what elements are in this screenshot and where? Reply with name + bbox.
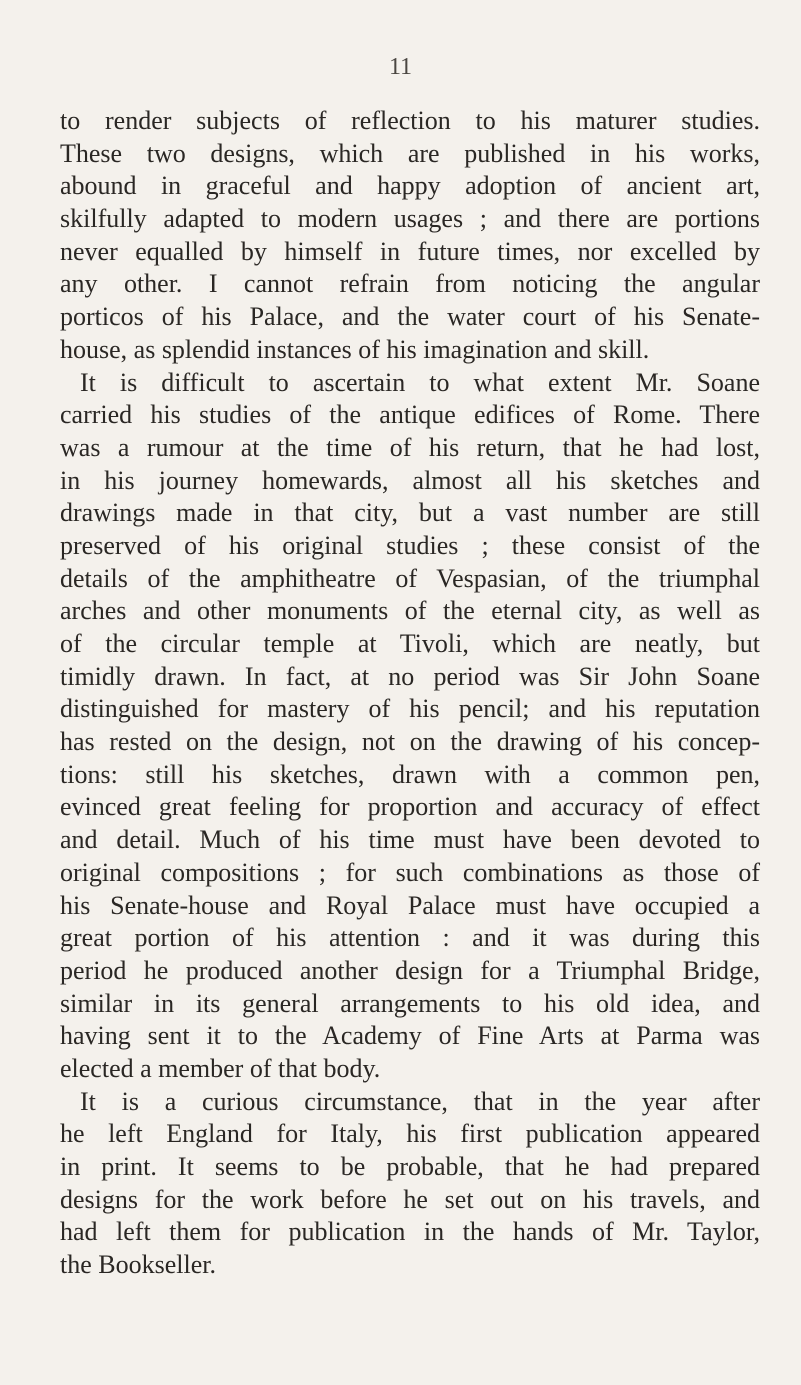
text-line: arches and other monuments of the eternal city, as well as [60,596,760,626]
text-line: tions: still his sketches, drawn with a common pen, [60,759,760,789]
text-line: skilfully adapted to modern usages ; and there are portions [60,204,760,234]
text-line: These two designs, which are published in his works, [60,138,760,168]
text-line: similar in its general arrangements to his old idea, and [60,988,760,1018]
text-line: the Bookseller. [60,1250,216,1280]
text-line: original compositions ; for such combinations as those of [60,857,760,887]
text-line: never equalled by himself in future times, nor excelled by [60,236,760,266]
text-line: drawings made in that city, but a vast number are still [60,498,760,528]
text-line: timidly drawn. In fact, at no period was Sir John Soane [60,661,760,691]
text-line: of the circular temple at Tivoli, which are neatly, but [60,629,760,658]
text-line: and detail. Much of his time must have been devoted to [60,825,760,855]
text-line: designs for the work before he set out on his travels, and [60,1184,760,1214]
text-line: great portion of his attention : and it was during this [60,923,760,953]
text-line: had left them for publication in the hands of Mr. Taylor, [60,1217,760,1247]
text-line: abound in graceful and happy adoption of ancient art, [60,171,760,201]
page-number: 11 [388,54,413,80]
text-line: distinguished for mastery of his pencil; and his reputation [60,694,760,724]
text-line: to render subjects of reflection to his maturer studies. [60,106,760,135]
text-line: in his journey homewards, almost all his sketches and [60,465,760,495]
text-line: house, as splendid instances of his imagination and skill. [60,334,650,364]
text-line: he left England for Italy, his first publication appeared [60,1119,760,1149]
text-line: carried his studies of the antique edifices of Rome. There [60,400,760,430]
text-line: details of the amphitheatre of Vespasian, of the triumphal [60,563,760,593]
text-line: his Senate-house and Royal Palace must have occupied a [60,890,760,920]
text-line: preserved of his original studies ; these consist of the [60,530,760,560]
text-line: was a rumour at the time of his return, that he had lost, [60,432,760,462]
text-line: evinced great feeling for proportion and accuracy of effect [60,792,760,822]
text-line: in print. It seems to be probable, that he had prepared [60,1152,760,1181]
text-line: has rested on the design, not on the drawing of his concep- [60,727,760,757]
text-line: period he produced another design for a Triumphal Bridge, [60,955,760,985]
text-line: any other. I cannot refrain from noticing the angular [60,269,760,299]
text-line: elected a member of that body. [60,1053,381,1083]
text-line: It is a curious circumstance, that in the year after [80,1086,760,1116]
text-line: having sent it to the Academy of Fine Arts at Parma was [60,1021,760,1051]
text-line: It is difficult to ascertain to what extent Mr. Soane [80,367,760,397]
text-line: porticos of his Palace, and the water court of his Senate- [60,302,760,332]
body-text [60,105,760,1282]
